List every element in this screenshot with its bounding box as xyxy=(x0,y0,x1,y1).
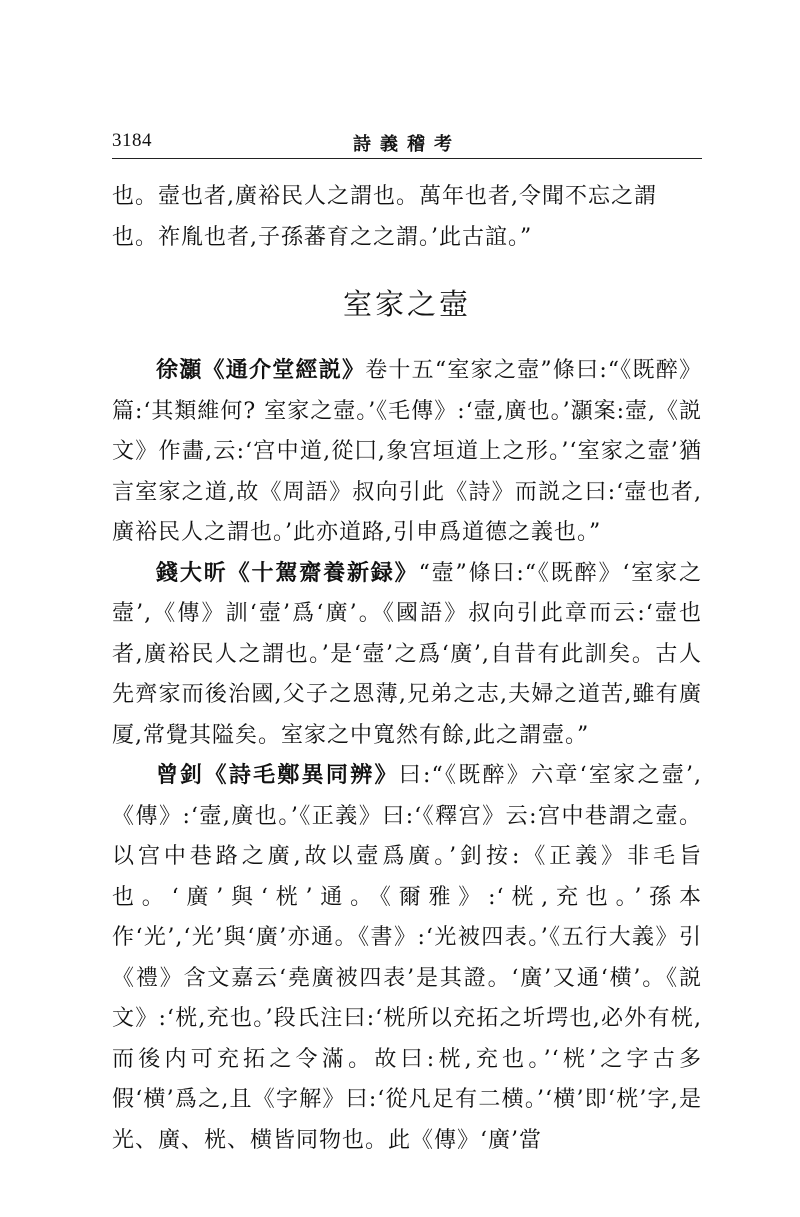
citation-source: 錢大昕《十駕齋養新録》 xyxy=(156,560,419,586)
body-text xyxy=(112,351,702,1161)
paragraph-text: “壼”條曰:“《既醉》‘室家之壼’,《傳》訓‘壼’爲‘廣’。《國語》叔向引此章而云:‘壼也者,廣裕民人之謂也。’是‘壼’之爲‘廣’,自昔有此訓矣。古人先齊家而後治國,父子之恩薄,兄弟之志,夫婦之道苦,雖有廣厦,常覺其隘矣。室家之中寬然有餘,此之謂壼。” xyxy=(112,560,702,748)
paragraph-text: 曰:“《既醉》六章‘室家之壼’,《傳》:‘壼,廣也。’《正義》曰:‘《釋宫》云:宫中巷謂之壼。以宫中巷路之廣,故以壼爲廣。’釗按:《正義》非毛旨也。‘廣’與‘桄’通。《爾雅》:‘桄,充也。’孫本作‘光’,‘光’與‘廣’亦通。《書》:‘光被四表。’《五行大義》引《禮》含文嘉云‘堯廣被四表’是其證。‘廣’又通‘横’。《説文》:‘桄,充也。’段氏注曰:‘桄所以充拓之圻堮也,必外有桄,而後内可充拓之令滿。故曰:桄,充也。’‘桄’之字古多假‘横’爲之,且《字解》曰:‘從凡足有二横。’‘横’即‘桄’字,是光、廣、桄、横皆同物也。此《傳》‘廣’當 xyxy=(112,763,702,1153)
page-number: 3184 xyxy=(112,130,152,151)
running-title: 詩義稽考 xyxy=(353,134,461,155)
page-header xyxy=(112,130,702,158)
paragraph xyxy=(112,351,702,554)
citation-source: 曾釗《詩毛鄭異同辨》 xyxy=(156,763,399,788)
continuation-text: 也。壼也者,廣裕民人之謂也。萬年也者,令聞不忘之謂也。祚胤也者,子孫蕃育之之謂。’此古誼。” xyxy=(112,184,657,250)
paragraph xyxy=(112,756,702,1161)
citation-source: 徐灝《通介堂經説》 xyxy=(156,358,366,383)
paragraph-text: 卷十五“室家之壼”條曰:“《既醉》篇:‘其類維何? 室家之壼。’《毛傳》:‘壼,廣也。’灝案:壼,《説文》作畵,云:‘宫中道,從囗,象宫垣道上之形。’‘室家之壼’猶言室家之道,故《周語》叔向引此《詩》而説之曰:‘壼也者,廣裕民人之謂也。’此亦道路,引申爲道德之義也。” xyxy=(112,358,702,545)
paragraph xyxy=(112,554,702,757)
section-title: 室家之壼 xyxy=(342,287,471,321)
header-rule xyxy=(112,158,702,159)
